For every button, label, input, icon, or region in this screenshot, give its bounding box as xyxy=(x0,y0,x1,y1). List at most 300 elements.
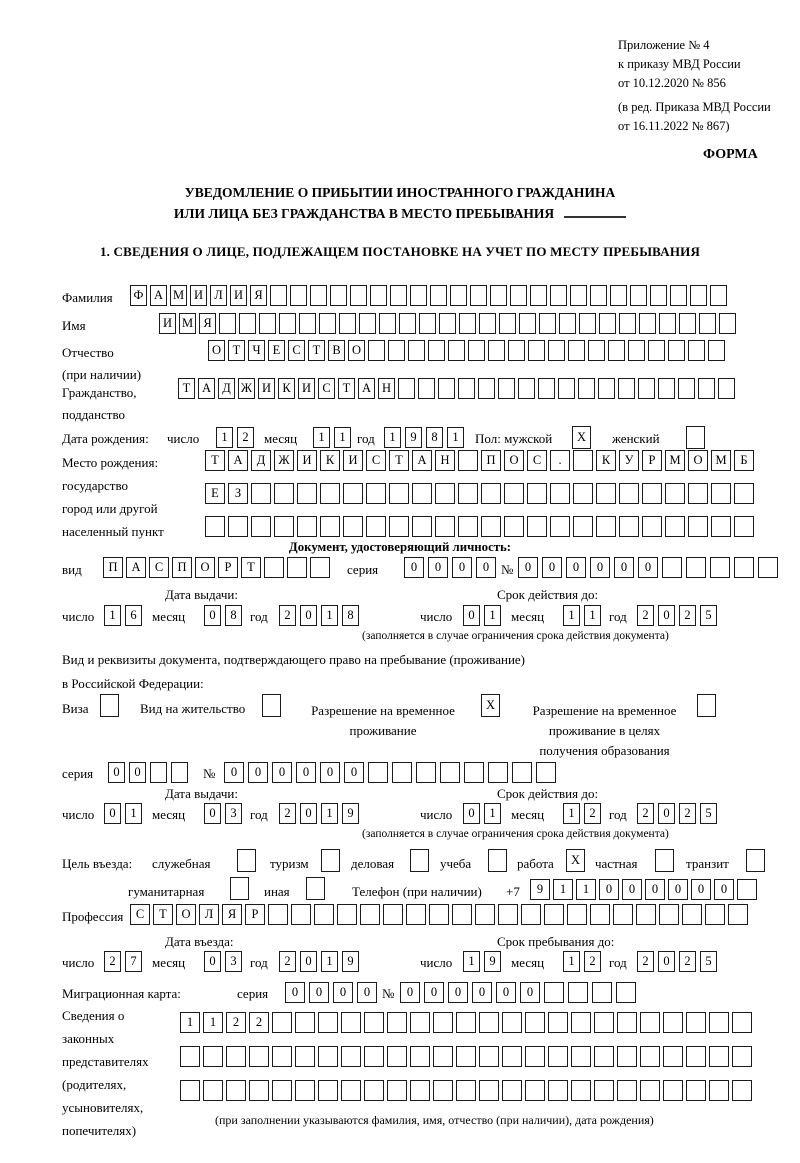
char-box[interactable] xyxy=(512,762,532,783)
char-box[interactable] xyxy=(341,1046,361,1067)
char-box[interactable] xyxy=(538,378,555,399)
char-box[interactable] xyxy=(709,1012,729,1033)
char-box[interactable]: И xyxy=(190,285,207,306)
char-box[interactable] xyxy=(435,516,455,537)
char-box[interactable]: 9 xyxy=(342,951,359,972)
char-box[interactable] xyxy=(508,340,525,361)
char-box[interactable] xyxy=(458,516,478,537)
char-box[interactable] xyxy=(295,1046,315,1067)
char-box[interactable] xyxy=(383,904,403,925)
char-box[interactable]: А xyxy=(198,378,215,399)
char-box[interactable] xyxy=(678,378,695,399)
char-box[interactable] xyxy=(594,1012,614,1033)
char-box[interactable] xyxy=(433,1046,453,1067)
char-box[interactable]: С xyxy=(149,557,169,578)
char-box[interactable] xyxy=(550,285,567,306)
char-box[interactable] xyxy=(390,285,407,306)
char-box[interactable] xyxy=(180,1080,200,1101)
char-box[interactable] xyxy=(544,904,564,925)
char-box[interactable]: Л xyxy=(199,904,219,925)
char-box[interactable] xyxy=(450,285,467,306)
char-box[interactable]: И xyxy=(258,378,275,399)
char-box[interactable]: 8 xyxy=(342,605,359,626)
char-box[interactable] xyxy=(567,904,587,925)
char-box[interactable] xyxy=(205,516,225,537)
char-box[interactable] xyxy=(368,762,388,783)
char-box[interactable]: 0 xyxy=(309,982,329,1003)
char-box[interactable]: X xyxy=(572,426,591,449)
char-box[interactable]: 1 xyxy=(576,879,596,900)
char-box[interactable] xyxy=(663,1080,683,1101)
char-box[interactable]: 0 xyxy=(357,982,377,1003)
char-box[interactable]: 0 xyxy=(204,605,221,626)
char-box[interactable] xyxy=(366,483,386,504)
char-box[interactable] xyxy=(619,313,636,334)
char-box[interactable] xyxy=(475,904,495,925)
char-box[interactable] xyxy=(619,483,639,504)
char-box[interactable] xyxy=(662,557,682,578)
char-box[interactable]: П xyxy=(481,450,501,471)
char-box[interactable] xyxy=(498,378,515,399)
char-box[interactable]: П xyxy=(103,557,123,578)
char-box[interactable] xyxy=(504,483,524,504)
char-box[interactable] xyxy=(268,904,288,925)
char-box[interactable]: 1 xyxy=(180,1012,200,1033)
char-box[interactable]: И xyxy=(298,378,315,399)
char-box[interactable] xyxy=(341,1080,361,1101)
char-box[interactable] xyxy=(410,1012,430,1033)
char-box[interactable]: Б xyxy=(734,450,754,471)
char-box[interactable]: С xyxy=(366,450,386,471)
char-box[interactable]: 0 xyxy=(542,557,562,578)
char-box[interactable] xyxy=(310,285,327,306)
residence-permit-checkbox[interactable] xyxy=(262,694,281,717)
char-box[interactable] xyxy=(448,340,465,361)
char-box[interactable] xyxy=(640,1046,660,1067)
char-box[interactable]: 3 xyxy=(225,951,242,972)
char-box[interactable] xyxy=(459,313,476,334)
char-box[interactable] xyxy=(458,450,478,471)
char-box[interactable] xyxy=(429,904,449,925)
char-box[interactable] xyxy=(488,340,505,361)
purpose-opt-humanitarian-checkbox[interactable] xyxy=(230,877,249,900)
char-box[interactable]: Я xyxy=(222,904,242,925)
char-box[interactable] xyxy=(571,1046,591,1067)
stay-issued-month[interactable] xyxy=(204,803,242,824)
char-box[interactable] xyxy=(410,285,427,306)
char-box[interactable]: Ж xyxy=(238,378,255,399)
char-box[interactable] xyxy=(343,516,363,537)
char-box[interactable]: 0 xyxy=(300,951,317,972)
char-box[interactable] xyxy=(306,877,325,900)
entry-day[interactable] xyxy=(104,951,142,972)
char-box[interactable] xyxy=(686,1012,706,1033)
char-box[interactable] xyxy=(180,1046,200,1067)
char-box[interactable] xyxy=(368,340,385,361)
purpose-opt-study-checkbox[interactable] xyxy=(488,849,507,872)
char-box[interactable] xyxy=(573,516,593,537)
char-box[interactable] xyxy=(406,904,426,925)
char-box[interactable] xyxy=(438,378,455,399)
birthplace-row1[interactable] xyxy=(205,450,754,471)
visa-checkbox[interactable] xyxy=(100,694,119,717)
char-box[interactable] xyxy=(711,483,731,504)
char-box[interactable] xyxy=(392,762,412,783)
char-box[interactable]: 0 xyxy=(333,982,353,1003)
char-box[interactable] xyxy=(665,516,685,537)
char-box[interactable] xyxy=(688,483,708,504)
char-box[interactable]: 0 xyxy=(296,762,316,783)
char-box[interactable]: 0 xyxy=(428,557,448,578)
char-box[interactable]: А xyxy=(412,450,432,471)
char-box[interactable] xyxy=(539,313,556,334)
char-box[interactable] xyxy=(670,285,687,306)
char-box[interactable]: И xyxy=(343,450,363,471)
doc-kind-field[interactable] xyxy=(103,557,330,578)
char-box[interactable] xyxy=(364,1046,384,1067)
char-box[interactable] xyxy=(734,483,754,504)
char-box[interactable]: 0 xyxy=(476,557,496,578)
char-box[interactable] xyxy=(408,340,425,361)
char-box[interactable] xyxy=(521,904,541,925)
char-box[interactable]: И xyxy=(230,285,247,306)
char-box[interactable]: 0 xyxy=(658,605,675,626)
char-box[interactable] xyxy=(573,450,593,471)
char-box[interactable] xyxy=(737,879,757,900)
char-box[interactable] xyxy=(688,340,705,361)
char-box[interactable] xyxy=(410,1046,430,1067)
char-box[interactable] xyxy=(663,1012,683,1033)
char-box[interactable] xyxy=(596,516,616,537)
representatives-row2[interactable] xyxy=(180,1046,752,1067)
char-box[interactable] xyxy=(573,483,593,504)
char-box[interactable] xyxy=(321,849,340,872)
char-box[interactable] xyxy=(100,694,119,717)
char-box[interactable]: 0 xyxy=(448,982,468,1003)
birthplace-row2[interactable] xyxy=(205,483,754,504)
char-box[interactable] xyxy=(502,1080,522,1101)
char-box[interactable] xyxy=(599,313,616,334)
firstname-field[interactable] xyxy=(159,313,736,334)
char-box[interactable]: 2 xyxy=(279,951,296,972)
char-box[interactable]: 6 xyxy=(125,605,142,626)
char-box[interactable]: О xyxy=(176,904,196,925)
char-box[interactable] xyxy=(504,516,524,537)
char-box[interactable] xyxy=(410,849,429,872)
char-box[interactable] xyxy=(319,313,336,334)
char-box[interactable]: Т xyxy=(228,340,245,361)
char-box[interactable] xyxy=(481,483,501,504)
char-box[interactable] xyxy=(430,285,447,306)
char-box[interactable] xyxy=(578,378,595,399)
char-box[interactable] xyxy=(452,904,472,925)
char-box[interactable]: Ж xyxy=(274,450,294,471)
char-box[interactable] xyxy=(698,378,715,399)
char-box[interactable] xyxy=(478,378,495,399)
char-box[interactable] xyxy=(708,340,725,361)
char-box[interactable]: К xyxy=(278,378,295,399)
char-box[interactable]: И xyxy=(159,313,176,334)
doc-issued-day[interactable] xyxy=(104,605,142,626)
birthdate-day-field[interactable] xyxy=(216,427,254,448)
char-box[interactable]: 2 xyxy=(279,605,296,626)
char-box[interactable] xyxy=(679,313,696,334)
char-box[interactable] xyxy=(610,285,627,306)
char-box[interactable] xyxy=(470,285,487,306)
char-box[interactable] xyxy=(686,557,706,578)
char-box[interactable]: О xyxy=(208,340,225,361)
doc-series-field[interactable] xyxy=(404,557,496,578)
char-box[interactable]: М xyxy=(170,285,187,306)
char-box[interactable]: С xyxy=(130,904,150,925)
char-box[interactable] xyxy=(410,1080,430,1101)
char-box[interactable] xyxy=(519,313,536,334)
char-box[interactable]: А xyxy=(126,557,146,578)
char-box[interactable]: 0 xyxy=(599,879,619,900)
char-box[interactable]: 0 xyxy=(472,982,492,1003)
doc-valid-day[interactable] xyxy=(463,605,501,626)
char-box[interactable] xyxy=(488,849,507,872)
char-box[interactable] xyxy=(710,285,727,306)
char-box[interactable]: Р xyxy=(642,450,662,471)
char-box[interactable] xyxy=(732,1080,752,1101)
char-box[interactable]: С xyxy=(318,378,335,399)
char-box[interactable] xyxy=(525,1046,545,1067)
char-box[interactable] xyxy=(525,1080,545,1101)
char-box[interactable] xyxy=(270,285,287,306)
char-box[interactable] xyxy=(249,1080,269,1101)
char-box[interactable]: В xyxy=(328,340,345,361)
char-box[interactable] xyxy=(297,483,317,504)
char-box[interactable] xyxy=(237,849,256,872)
purpose-opt-other-checkbox[interactable] xyxy=(306,877,325,900)
char-box[interactable] xyxy=(628,340,645,361)
char-box[interactable] xyxy=(318,1080,338,1101)
migration-number-field[interactable] xyxy=(400,982,636,1003)
char-box[interactable]: 1 xyxy=(447,427,464,448)
purpose-opt-private-checkbox[interactable] xyxy=(655,849,674,872)
char-box[interactable] xyxy=(663,1046,683,1067)
char-box[interactable]: 2 xyxy=(584,951,601,972)
char-box[interactable]: К xyxy=(320,450,340,471)
char-box[interactable] xyxy=(399,313,416,334)
char-box[interactable] xyxy=(732,1012,752,1033)
char-box[interactable] xyxy=(619,516,639,537)
char-box[interactable] xyxy=(536,762,556,783)
char-box[interactable] xyxy=(659,904,679,925)
char-box[interactable]: 9 xyxy=(342,803,359,824)
char-box[interactable]: 0 xyxy=(320,762,340,783)
char-box[interactable]: О xyxy=(504,450,524,471)
char-box[interactable]: 9 xyxy=(484,951,501,972)
char-box[interactable] xyxy=(339,313,356,334)
char-box[interactable]: 2 xyxy=(237,427,254,448)
char-box[interactable]: Т xyxy=(308,340,325,361)
char-box[interactable] xyxy=(728,904,748,925)
char-box[interactable]: 1 xyxy=(125,803,142,824)
char-box[interactable]: М xyxy=(711,450,731,471)
char-box[interactable] xyxy=(310,557,330,578)
char-box[interactable]: 0 xyxy=(645,879,665,900)
stay-valid-year[interactable] xyxy=(637,803,717,824)
char-box[interactable] xyxy=(518,378,535,399)
char-box[interactable] xyxy=(638,378,655,399)
char-box[interactable]: Т xyxy=(338,378,355,399)
char-box[interactable] xyxy=(590,285,607,306)
char-box[interactable] xyxy=(364,1012,384,1033)
char-box[interactable] xyxy=(262,694,281,717)
char-box[interactable] xyxy=(525,1012,545,1033)
char-box[interactable]: Т xyxy=(241,557,261,578)
char-box[interactable]: 0 xyxy=(129,762,146,783)
char-box[interactable] xyxy=(682,904,702,925)
char-box[interactable] xyxy=(364,1080,384,1101)
char-box[interactable] xyxy=(594,1046,614,1067)
char-box[interactable] xyxy=(711,516,731,537)
char-box[interactable]: X xyxy=(481,694,500,717)
char-box[interactable] xyxy=(568,982,588,1003)
char-box[interactable]: 1 xyxy=(216,427,233,448)
char-box[interactable] xyxy=(571,1080,591,1101)
char-box[interactable] xyxy=(387,1012,407,1033)
char-box[interactable]: 5 xyxy=(700,605,717,626)
char-box[interactable]: К xyxy=(596,450,616,471)
char-box[interactable]: 0 xyxy=(300,605,317,626)
char-box[interactable] xyxy=(618,378,635,399)
stay-until-month[interactable] xyxy=(563,951,601,972)
char-box[interactable] xyxy=(642,516,662,537)
char-box[interactable]: 0 xyxy=(248,762,268,783)
char-box[interactable] xyxy=(440,762,460,783)
char-box[interactable] xyxy=(249,1046,269,1067)
char-box[interactable] xyxy=(710,557,730,578)
char-box[interactable] xyxy=(481,516,501,537)
char-box[interactable]: А xyxy=(358,378,375,399)
char-box[interactable] xyxy=(665,483,685,504)
char-box[interactable] xyxy=(719,313,736,334)
char-box[interactable]: 0 xyxy=(463,605,480,626)
char-box[interactable] xyxy=(688,516,708,537)
char-box[interactable]: 0 xyxy=(714,879,734,900)
char-box[interactable]: Ф xyxy=(130,285,147,306)
sex-male-checkbox[interactable] xyxy=(572,426,591,449)
char-box[interactable] xyxy=(456,1080,476,1101)
char-box[interactable] xyxy=(458,483,478,504)
char-box[interactable]: Р xyxy=(245,904,265,925)
char-box[interactable]: 2 xyxy=(679,605,696,626)
char-box[interactable]: 0 xyxy=(300,803,317,824)
char-box[interactable]: 0 xyxy=(658,803,675,824)
char-box[interactable] xyxy=(510,285,527,306)
char-box[interactable]: З xyxy=(228,483,248,504)
char-box[interactable] xyxy=(366,516,386,537)
char-box[interactable] xyxy=(548,1080,568,1101)
purpose-opt-work-checkbox[interactable] xyxy=(566,849,585,872)
doc-issued-year[interactable] xyxy=(279,605,359,626)
birthdate-month-field[interactable] xyxy=(313,427,351,448)
char-box[interactable] xyxy=(295,1080,315,1101)
char-box[interactable]: 0 xyxy=(424,982,444,1003)
char-box[interactable]: 0 xyxy=(204,803,221,824)
char-box[interactable]: Я xyxy=(199,313,216,334)
char-box[interactable] xyxy=(272,1012,292,1033)
char-box[interactable]: 1 xyxy=(584,605,601,626)
char-box[interactable]: С xyxy=(288,340,305,361)
char-box[interactable] xyxy=(272,1046,292,1067)
char-box[interactable] xyxy=(499,313,516,334)
char-box[interactable] xyxy=(571,1012,591,1033)
temp-permit-checkbox[interactable] xyxy=(481,694,500,717)
char-box[interactable] xyxy=(274,483,294,504)
char-box[interactable] xyxy=(456,1012,476,1033)
char-box[interactable] xyxy=(203,1046,223,1067)
char-box[interactable] xyxy=(337,904,357,925)
char-box[interactable]: 0 xyxy=(463,803,480,824)
char-box[interactable] xyxy=(388,340,405,361)
stay-series-field[interactable] xyxy=(108,762,188,783)
char-box[interactable] xyxy=(464,762,484,783)
char-box[interactable] xyxy=(734,557,754,578)
char-box[interactable]: 1 xyxy=(563,951,580,972)
doc-number-field[interactable] xyxy=(518,557,778,578)
char-box[interactable]: П xyxy=(172,557,192,578)
char-box[interactable] xyxy=(697,694,716,717)
char-box[interactable]: 1 xyxy=(334,427,351,448)
char-box[interactable] xyxy=(746,849,765,872)
char-box[interactable] xyxy=(579,313,596,334)
char-box[interactable]: . xyxy=(550,450,570,471)
char-box[interactable] xyxy=(359,313,376,334)
char-box[interactable] xyxy=(219,313,236,334)
char-box[interactable] xyxy=(299,313,316,334)
char-box[interactable] xyxy=(150,762,167,783)
char-box[interactable] xyxy=(636,904,656,925)
char-box[interactable] xyxy=(439,313,456,334)
char-box[interactable] xyxy=(295,1012,315,1033)
char-box[interactable] xyxy=(259,313,276,334)
char-box[interactable] xyxy=(734,516,754,537)
char-box[interactable] xyxy=(171,762,188,783)
purpose-opt-tourism-checkbox[interactable] xyxy=(321,849,340,872)
char-box[interactable] xyxy=(613,904,633,925)
char-box[interactable] xyxy=(379,313,396,334)
char-box[interactable] xyxy=(479,1046,499,1067)
representatives-row1[interactable] xyxy=(180,1012,752,1033)
surname-field[interactable] xyxy=(130,285,727,306)
char-box[interactable] xyxy=(548,1046,568,1067)
char-box[interactable]: С xyxy=(527,450,547,471)
char-box[interactable]: 0 xyxy=(614,557,634,578)
char-box[interactable] xyxy=(387,1046,407,1067)
stay-valid-day[interactable] xyxy=(463,803,501,824)
char-box[interactable]: 0 xyxy=(691,879,711,900)
char-box[interactable]: 2 xyxy=(679,803,696,824)
char-box[interactable] xyxy=(594,1080,614,1101)
char-box[interactable]: 2 xyxy=(249,1012,269,1033)
char-box[interactable]: 8 xyxy=(426,427,443,448)
char-box[interactable] xyxy=(435,483,455,504)
char-box[interactable] xyxy=(758,557,778,578)
char-box[interactable]: О xyxy=(688,450,708,471)
char-box[interactable]: 0 xyxy=(658,951,675,972)
char-box[interactable] xyxy=(360,904,380,925)
stay-issued-day[interactable] xyxy=(104,803,142,824)
char-box[interactable]: М xyxy=(179,313,196,334)
char-box[interactable]: 1 xyxy=(484,605,501,626)
char-box[interactable] xyxy=(616,982,636,1003)
char-box[interactable]: 1 xyxy=(463,951,480,972)
char-box[interactable] xyxy=(686,1046,706,1067)
